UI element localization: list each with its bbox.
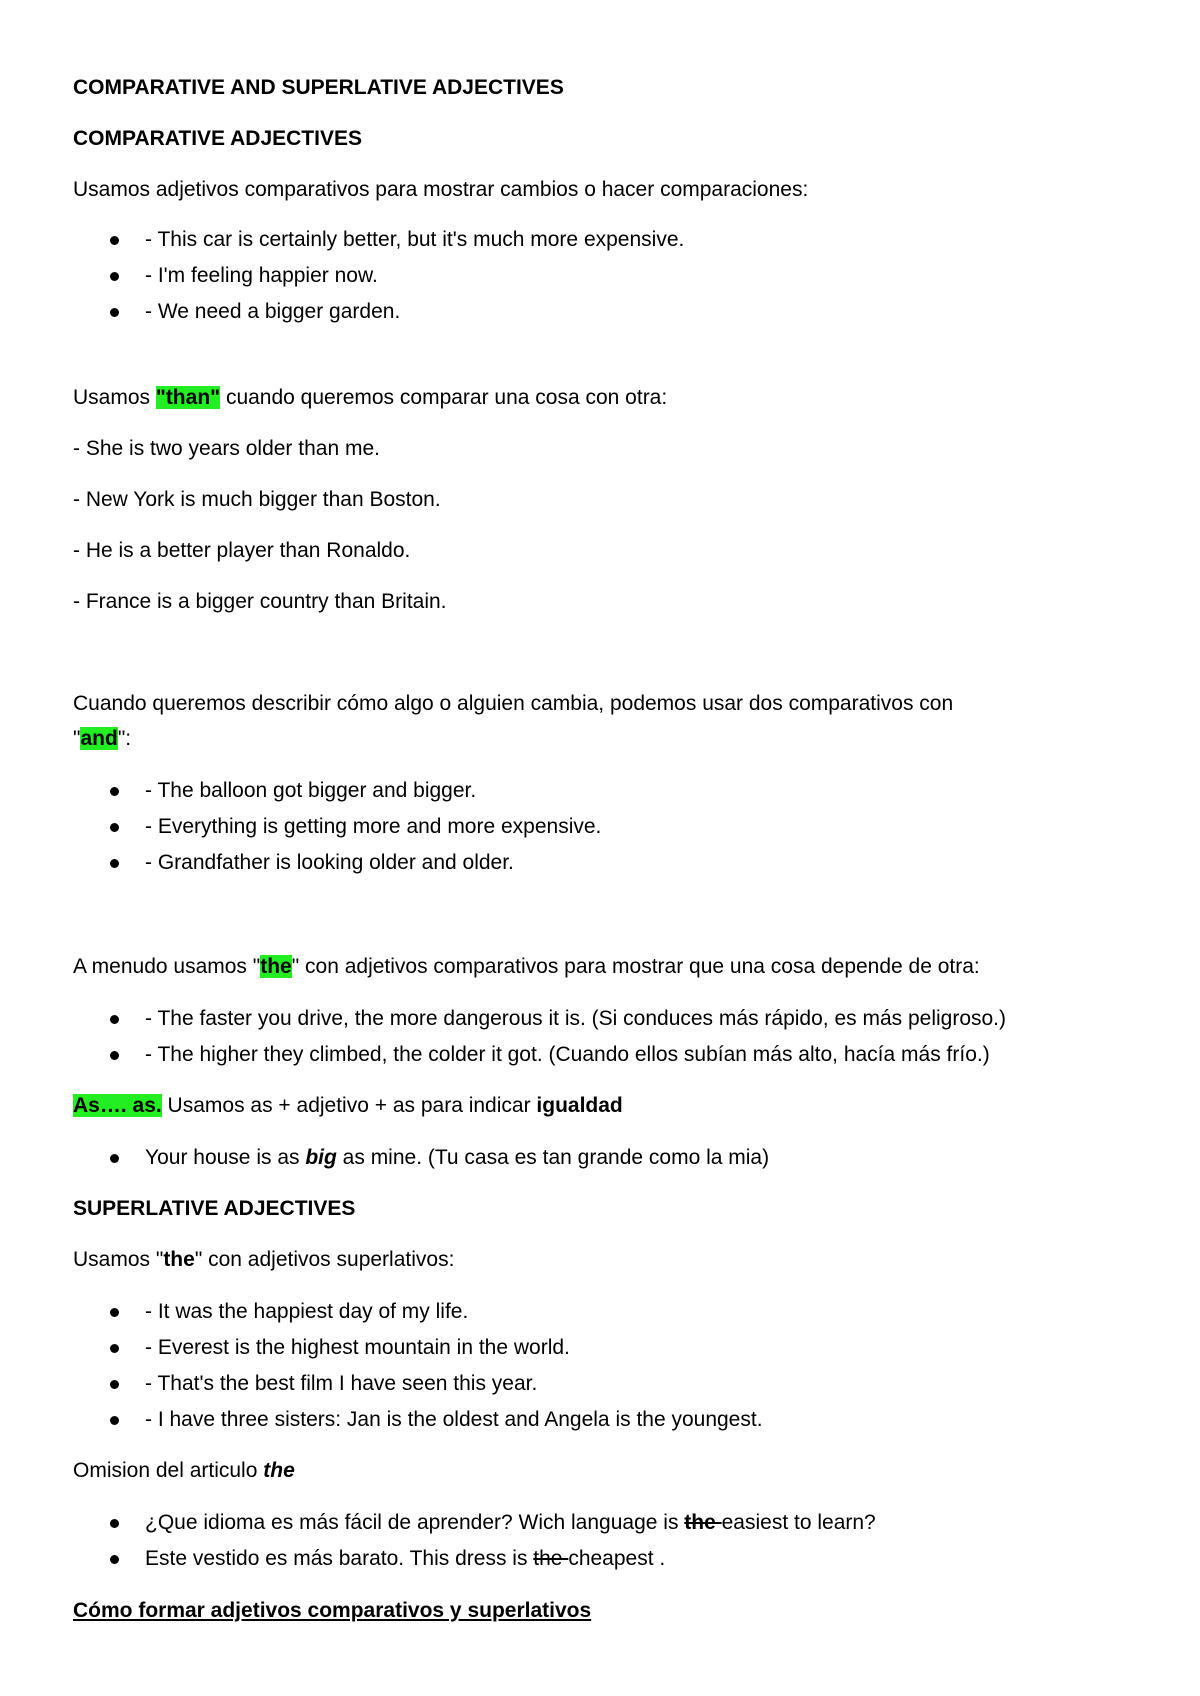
list-item: - Grandfather is looking older and older. [145, 851, 514, 874]
list-item: - It was the happiest day of my life. [145, 1300, 469, 1323]
superlative-intro-post: " con adjetivos superlativos: [194, 1248, 455, 1271]
than-example: - New York is much bigger than Boston. [73, 488, 441, 511]
list-item: - That's the best film I have seen this year. [145, 1372, 538, 1395]
omission-heading-emphasis: the [263, 1459, 295, 1482]
and-keyword: and [80, 727, 118, 750]
as-example-post: as mine. (Tu casa es tan grande como la mia) [336, 1146, 770, 1169]
omission-example-pre: Este vestido es más barato. This dress is [145, 1547, 534, 1570]
than-example: - She is two years older than me. [73, 437, 380, 460]
than-intro-post: cuando queremos comparar una cosa con otra: [220, 386, 668, 409]
superlative-heading: SUPERLATIVE ADJECTIVES [73, 1197, 356, 1220]
document-title: COMPARATIVE AND SUPERLATIVE ADJECTIVES [73, 76, 564, 99]
as-intro [73, 1093, 623, 1119]
as-example-emphasis: big [305, 1146, 337, 1169]
bullet-icon [110, 1416, 119, 1425]
bullet-icon [110, 236, 119, 245]
as-example-pre: Your house is as [145, 1146, 306, 1169]
bullet-icon [110, 823, 119, 832]
and-intro-continuation [73, 726, 131, 752]
bullet-icon [110, 272, 119, 281]
as-keyword: As…. as. [73, 1094, 162, 1117]
than-keyword: "than" [155, 386, 221, 409]
omission-heading [73, 1458, 295, 1484]
omission-example-strike: the [533, 1547, 569, 1570]
bullet-icon [110, 1154, 119, 1163]
as-intro-bold: igualdad [536, 1094, 623, 1117]
and-intro: Cuando queremos describir cómo algo o alguien cambia, podemos usar dos comparativos con [73, 692, 954, 715]
comparative-heading: COMPARATIVE ADJECTIVES [73, 127, 362, 150]
bullet-icon [110, 308, 119, 317]
bullet-icon [110, 1308, 119, 1317]
comparative-intro: Usamos adjetivos comparativos para mostrar cambios o hacer comparaciones: [73, 178, 809, 201]
bullet-icon [110, 1519, 119, 1528]
than-example: - France is a bigger country than Britain. [73, 590, 447, 613]
and-quote-close: ": [117, 727, 132, 750]
list-item: - The higher they climbed, the colder it got. (Cuando ellos subían más alto, hacía más frío.) [145, 1043, 990, 1066]
the-keyword: the [260, 955, 292, 978]
superlative-intro-keyword: the [163, 1248, 195, 1271]
bullet-icon [110, 1555, 119, 1564]
omission-example-post: cheapest . [568, 1547, 666, 1570]
list-item: - Everest is the highest mountain in the world. [145, 1336, 570, 1359]
bullet-icon [110, 1380, 119, 1389]
list-item: - This car is certainly better, but it's much more expensive. [145, 228, 685, 251]
list-item: - We need a bigger garden. [145, 300, 401, 323]
bullet-icon [110, 1015, 119, 1024]
list-item [145, 1145, 769, 1171]
omission-heading-pre: Omision del articulo [73, 1459, 264, 1482]
footer-heading: Cómo formar adjetivos comparativos y superlativos [73, 1599, 592, 1622]
list-item: - The balloon got bigger and bigger. [145, 779, 477, 802]
list-item: - The faster you drive, the more dangerous it is. (Si conduces más rápido, es más peligroso.) [145, 1007, 1007, 1030]
list-item: - I'm feeling happier now. [145, 264, 378, 287]
than-intro-pre: Usamos [73, 386, 156, 409]
the-intro [73, 954, 980, 980]
the-intro-pre: A menudo usamos " [73, 955, 261, 978]
omission-example-pre: ¿Que idioma es más fácil de aprender? Wich language is [145, 1511, 685, 1534]
bullet-icon [110, 1051, 119, 1060]
list-item: - I have three sisters: Jan is the oldest and Angela is the youngest. [145, 1408, 763, 1431]
omission-example-post: easiest to learn? [721, 1511, 876, 1534]
bullet-icon [110, 1344, 119, 1353]
superlative-intro-pre: Usamos " [73, 1248, 164, 1271]
bullet-icon [110, 859, 119, 868]
as-intro-text: Usamos as + adjetivo + as para indicar [161, 1094, 537, 1117]
than-intro [73, 385, 667, 411]
list-item [145, 1510, 876, 1536]
the-intro-post: " con adjetivos comparativos para mostrar que una cosa depende de otra: [291, 955, 980, 978]
superlative-intro [73, 1247, 454, 1273]
omission-example-strike: the [684, 1511, 722, 1534]
bullet-icon [110, 787, 119, 796]
and-quote-open: " [73, 727, 81, 750]
list-item: - Everything is getting more and more expensive. [145, 815, 602, 838]
list-item [145, 1546, 665, 1572]
than-example: - He is a better player than Ronaldo. [73, 539, 411, 562]
